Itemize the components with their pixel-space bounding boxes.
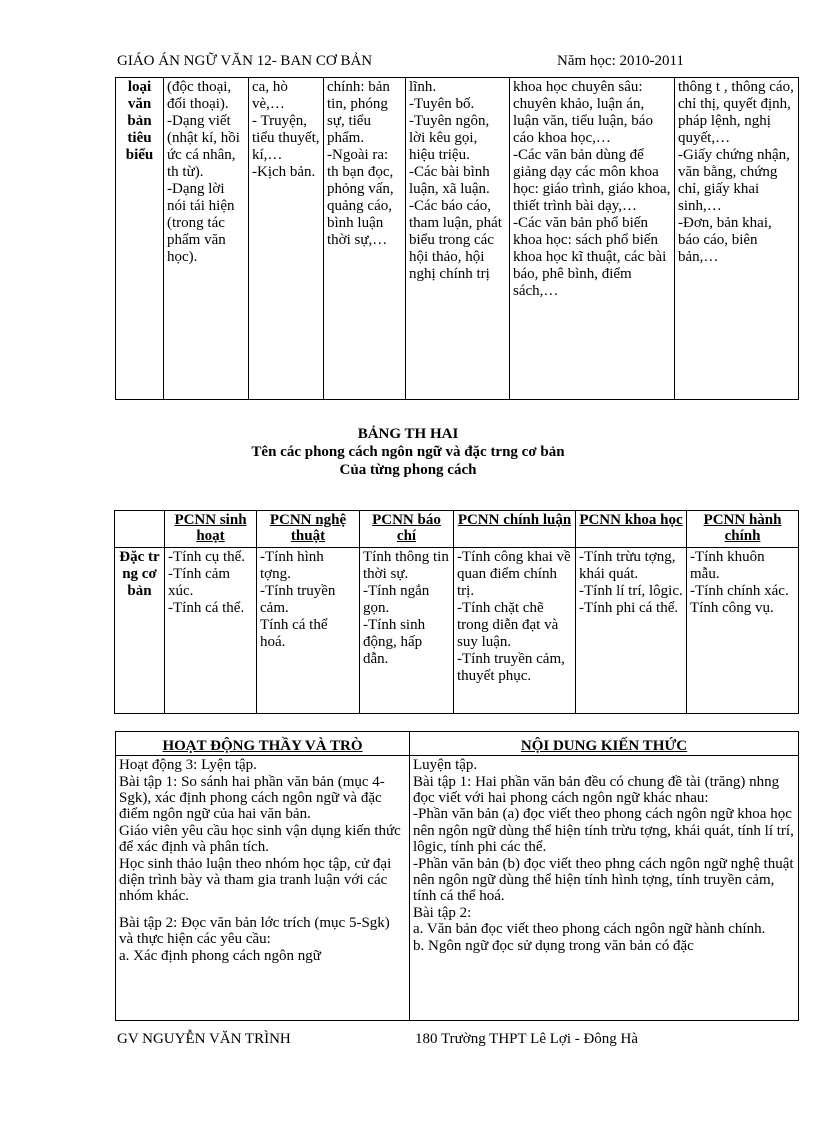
page-header [117, 53, 797, 73]
column-header: PCNN hành chính [687, 511, 799, 548]
column-header: PCNN nghệ thuật [257, 511, 360, 548]
column-header-content: NỘI DUNG KIẾN THỨC [410, 732, 799, 756]
table-cell: chính: bản tin, phóng sự, tiểu phẩm. -Ngoài ra: th bạn đọc, phỏng vấn, quảng cáo, bình luận thời sự,… [324, 78, 406, 400]
activities-cell: Hoạt động 3: Lyện tập. Bài tập 1: So sánh hai phần văn bản (mục 4-Sgk), xác định phong cách ngôn ngữ và đặc điểm ngôn ngữ của hai văn bản. Giáo viên yêu cầu học sinh vận dụng kiến thức để xác định và phân tích. Học sinh thảo luận theo nhóm học tập, cử đại diện trình bày và tham gia tranh luận với các nhóm khác. Bài tập 2: Đọc văn bản lớc trích (mục 5-Sgk) và thực hiện các yêu cầu: a. Xác định phong cách ngôn ngữ [116, 756, 410, 1021]
header-school-year: Năm học: 2010-2011 [557, 53, 684, 69]
column-header: PCNN chính luận [454, 511, 576, 548]
table-cell: thông t , thông cáo, chỉ thị, quyết định, pháp lệnh, nghị quyết,… -Giấy chứng nhận, văn bằng, chứng chỉ, giấy khai sinh,… -Đơn, bản khai, báo cáo, biên bản,… [675, 78, 799, 400]
table-row [116, 756, 799, 1021]
table-cell: (độc thoại, đối thoại). -Dạng viết (nhật kí, hồi ức cá nhân, th từ). -Dạng lời nói tái hiện (trong tác phẩm văn học). [164, 78, 249, 400]
section-title-line1: BẢNG TH HAI [357, 426, 459, 442]
table-cell: ca, hò vè,… - Truyện, tiểu thuyết, kí,… -Kịch bản. [249, 78, 324, 400]
footer-school: Trường THPT Lê Lợi - Đông Hà [441, 1031, 639, 1047]
style-features-table [114, 510, 799, 714]
footer-teacher: GV NGUYỄN VĂN TRÌNH [117, 1031, 291, 1047]
table-row [116, 78, 799, 400]
table-cell: -Tính công khai về quan điểm chính trị. -Tính chặt chẽ trong diễn đạt và suy luận. -Tính truyền cảm, thuyết phục. [454, 548, 576, 714]
header-course-title: GIÁO ÁN NGỮ VĂN 12- BAN CƠ BẢN [117, 53, 373, 69]
table-cell: -Tính hình tợng. -Tính truyền cảm. Tính cá thể hoá. [257, 548, 360, 714]
table-cell: khoa học chuyên sâu: chuyên khảo, luận án, luận văn, tiểu luận, báo cáo khoa học,… -Các văn bản dùng để giảng dạy các môn khoa học: giáo trình, giáo khoa, thiết trình bài dạy,… -Các văn bản phổ biến khoa học: sách phổ biến khoa học kĩ thuật, các bài báo, phê bình, điểm sách,… [510, 78, 675, 400]
table-row [115, 548, 799, 714]
table-cell: -Tính trừu tợng, khái quát. -Tính lí trí, lôgic. -Tính phi cá thể. [576, 548, 687, 714]
column-header [115, 511, 165, 548]
page-number: 180 [415, 1031, 438, 1047]
content-cell: Luyện tập. Bài tập 1: Hai phần văn bản đều có chung đề tài (trăng) nhng đọc viết với hai phong cách ngôn ngữ khác nhau: -Phần văn bản (a) đọc viết theo phong cách ngôn ngữ khoa học nên ngôn ngữ dùng thể hiện tính trừu tợng, khái quát, tính lí trí, lôgic, tính phi các thể. -Phần văn bản (b) đọc viết theo phng cách ngôn ngữ nghệ thuật nên ngôn ngữ dùng thể hiện tính hình tợng, tính truyền cảm, tính cá thể hoá. Bài tập 2: a. Văn bản đọc viết theo phong cách ngôn ngữ hành chính. b. Ngôn ngữ đọc sử dụng trong văn bản có đặc [410, 756, 799, 1021]
table-header-row [115, 511, 799, 548]
row-label: loại văn bản tiêu biểu [116, 78, 164, 400]
section-title-line2: Tên các phong cách ngôn ngữ và đặc trng cơ bản [251, 444, 565, 460]
table-cell: lĩnh. -Tuyên bố. -Tuyên ngôn, lời kêu gọi, hiệu triệu. -Các bài bình luận, xã luận. -Các báo cáo, tham luận, phát biểu trong các hội thảo, hội nghị chính trị [406, 78, 510, 400]
page-footer [117, 1031, 797, 1051]
section-title-line3: Của từng phong cách [339, 462, 477, 478]
lesson-activities-table [115, 731, 799, 1021]
table-cell: -Tính cụ thể. -Tính cảm xúc. -Tính cá thể. [165, 548, 257, 714]
table-cell: Tính thông tin thời sự. -Tính ngắn gọn. -Tính sinh động, hấp dẫn. [360, 548, 454, 714]
text-types-table [115, 77, 799, 400]
section-title [0, 425, 816, 479]
column-header-activities: HOẠT ĐỘNG THẦY VÀ TRÒ [116, 732, 410, 756]
table-cell: -Tính khuôn mẫu. -Tính chính xác. Tính công vụ. [687, 548, 799, 714]
column-header: PCNN báo chí [360, 511, 454, 548]
column-header: PCNN khoa học [576, 511, 687, 548]
table-header-row [116, 732, 799, 756]
column-header: PCNN sinh hoạt [165, 511, 257, 548]
row-label: Đặc tr ng cơ bản [115, 548, 165, 714]
